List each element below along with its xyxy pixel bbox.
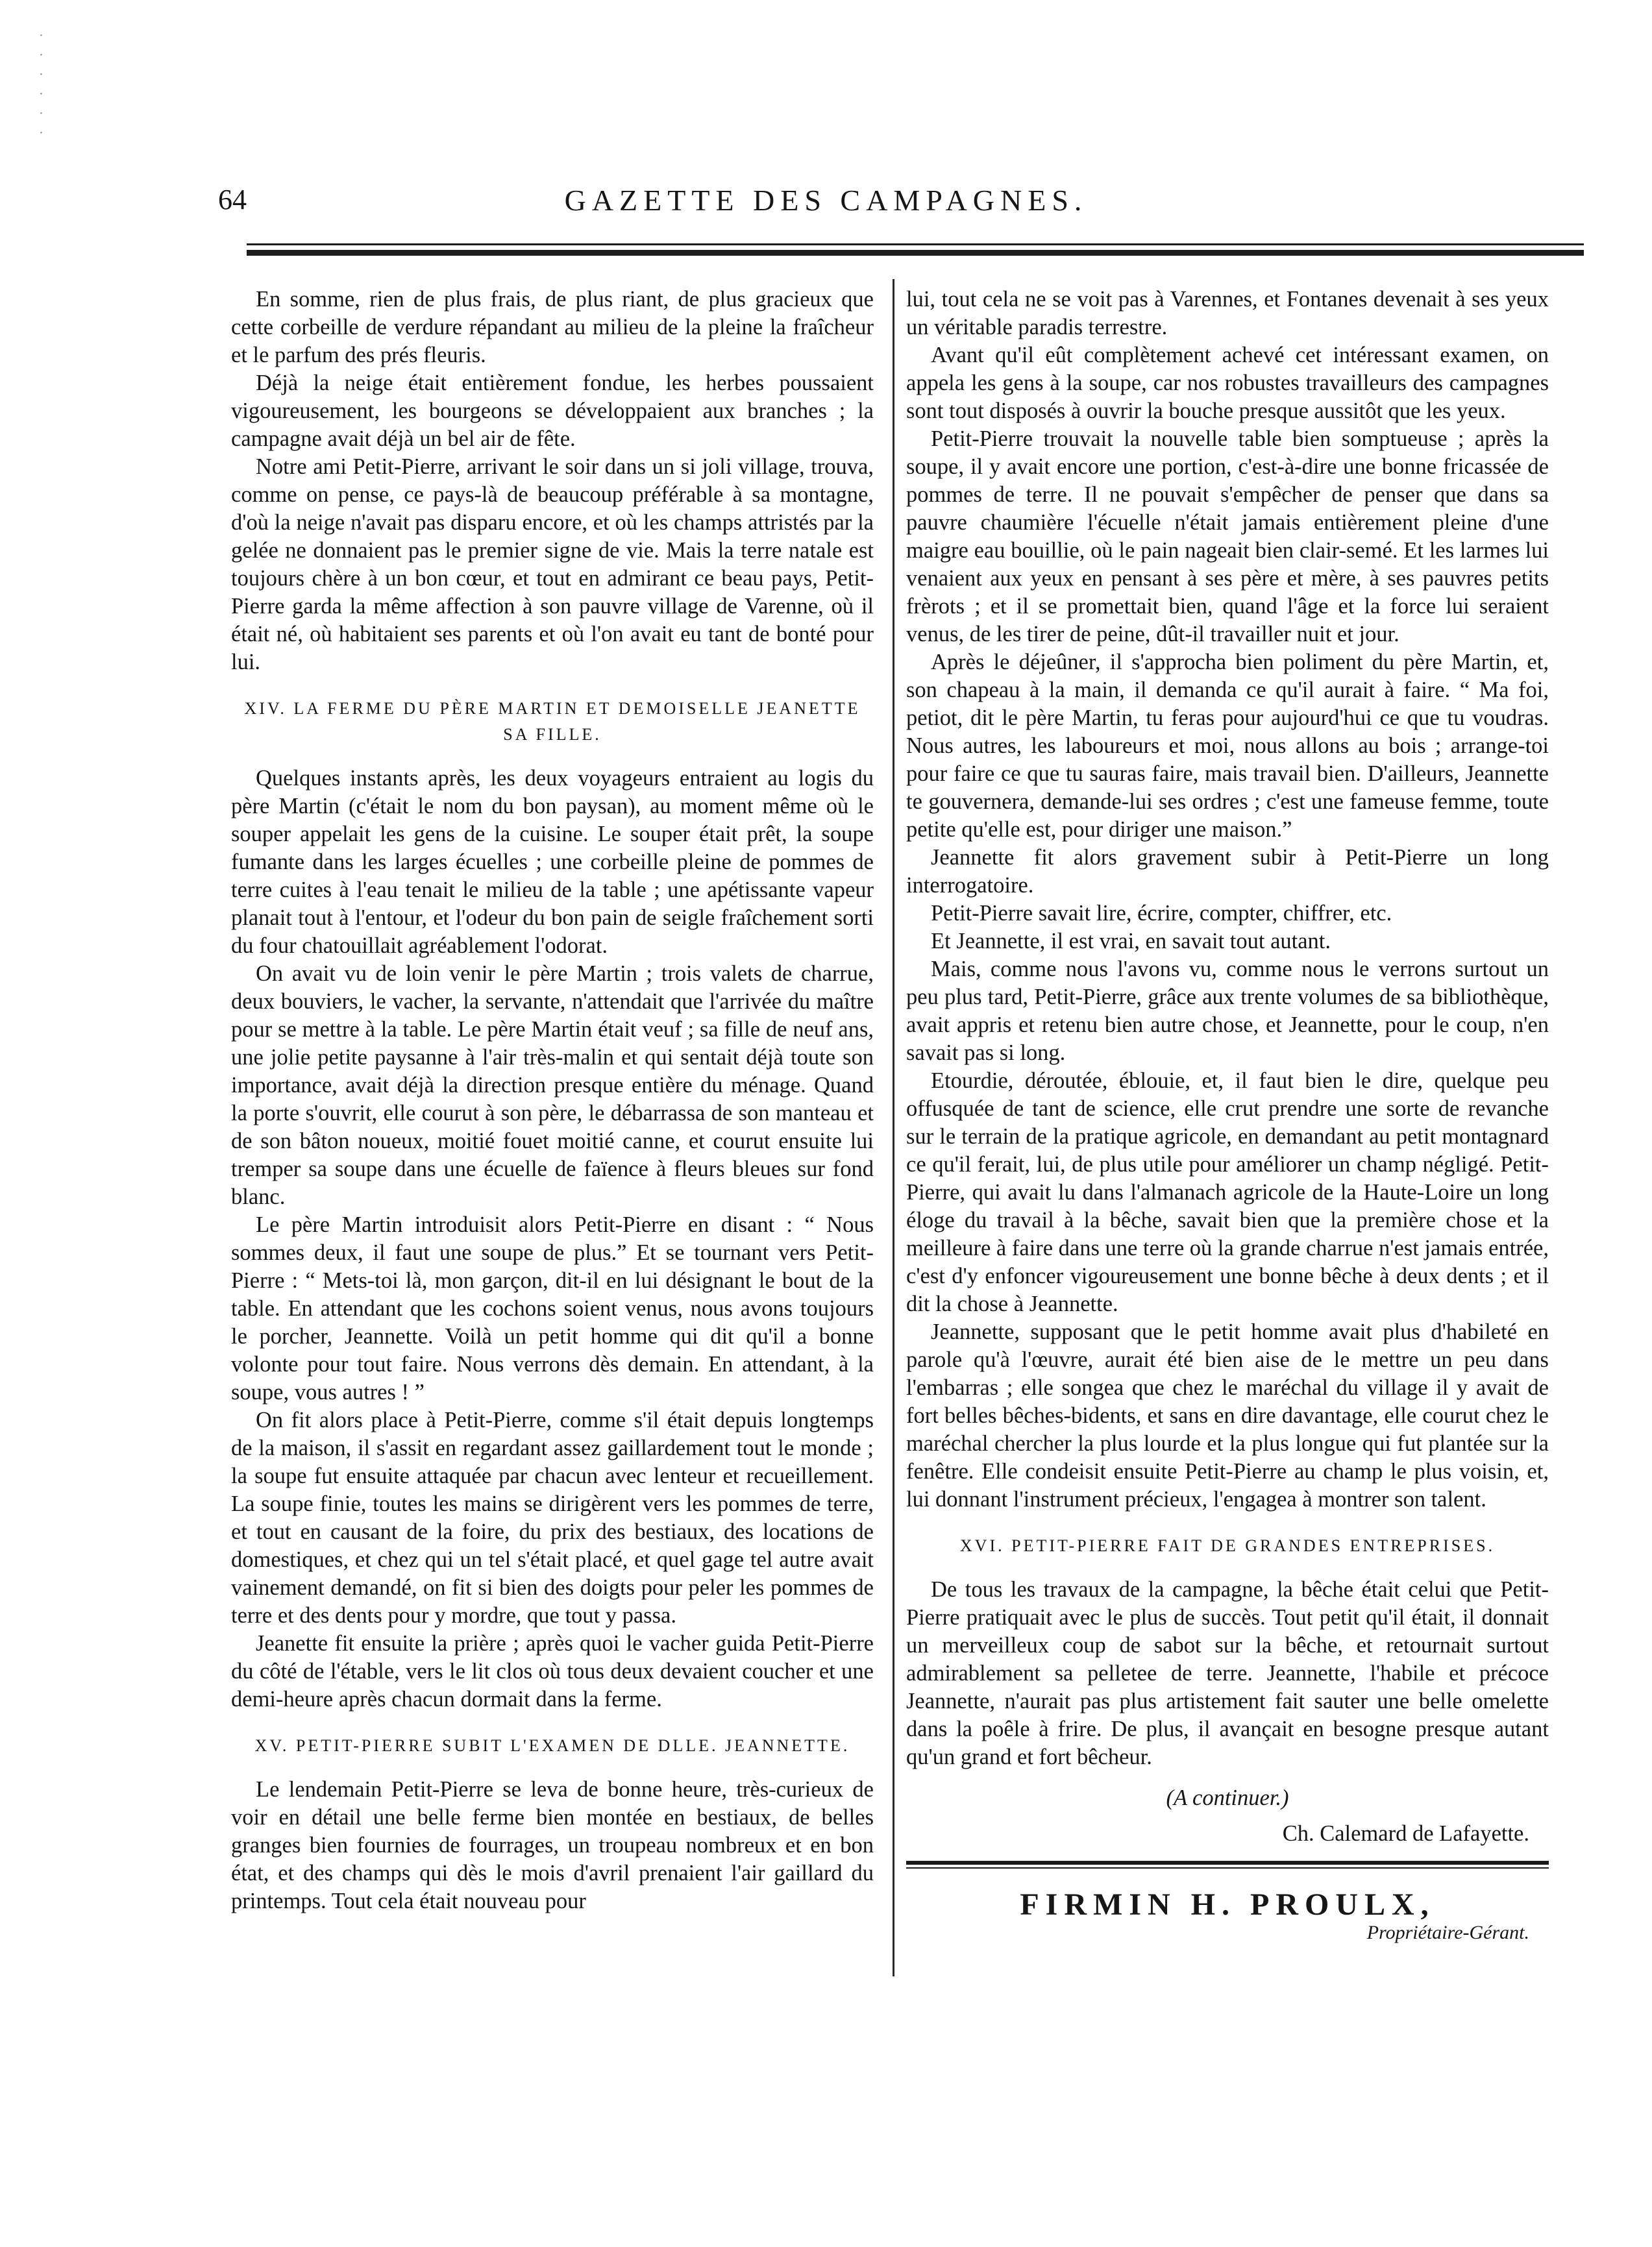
paragraph: Petit-Pierre savait lire, écrire, compter, chiffrer, etc. [931,901,1392,926]
paragraph: Notre ami Petit-Pierre, arrivant le soir dans un si joli village, trouva, comme on pense, ce pays-là de beaucoup préférable à sa montagne, d'où la neige n'avait pas disparu encore, et où les champs attristés par la gelée ne donnaient pas le premier signe de vie. Mais la terre natale est toujours chère à un bon cœur, et tout en admirant ce beau pays, Petit-Pierre garda la même affection à son pauvre village de Varenne, où il était né, où habitaient ses parents et où l'on avait eu tant de bonté pour lui. [231,454,874,674]
paragraph: En somme, rien de plus frais, de plus riant, de plus gracieux que cette corbeille de verdure répandant au milieu de la pleine la fraîcheur et le parfum des prés fleuris. [231,287,874,367]
paragraph: De tous les travaux de la campagne, la bêche était celui que Petit-Pierre pratiquait avec le plus de succès. Tout petit qu'il était, il donnait un merveilleux coup de sabot sur la bêche, et retournait surtout admirablement sa pelletee de terre. Jeannette, l'habile et précoce Jeannette, n'aurait pas plus artistement fait sauter une belle omelette dans la poêle à frire. De plus, il avançait en besogne presque autant qu'un grand et fort bêcheur. [906,1577,1549,1769]
header-rule-thin [247,243,1584,245]
header-rule-thick [247,250,1584,256]
paragraph: Jeannette, supposant que le petit homme avait plus d'habileté en parole qu'à l'œuvre, aurait été bien aise de le mettre un peu dans l'embarras ; elle songea que chez le maréchal du village il y avait de fort belles bêches-bidents, et sans en dire davantage, elle courut chez le maréchal chercher la plus lourde et la plus longue qui fut plantée sur la fenêtre. Elle condeisit ensuite Petit-Pierre au champ le plus voisin, et, lui donnant l'instrument précieux, l'engagea à montrer son talent. [906,1320,1549,1512]
continued-note: (A continuer.) [1166,1786,1289,1810]
right-column [906,286,1549,1946]
paragraph: On avait vu de loin venir le père Martin ; trois valets de charrue, deux bouviers, le vacher, la servante, n'attendait que l'arrivée du maître pour se mettre à la table. Le père Martin était veuf ; sa fille de neuf ans, une jolie petite paysanne à l'air très-malin et qui sentait déjà toute son importance, avait déjà la direction presque entière du ménage. Quand la porte s'ouvrit, elle courut à son père, le débarrassa de son manteau et de son bâton noueux, moitié fouet moitié canne, et courut ensuite lui tremper sa soupe dans une écuelle de faïence à fleurs bleues sur fond blanc. [231,961,874,1209]
paragraph: Quelques instants après, les deux voyageurs entraient au logis du père Martin (c'était le nom du bon paysan), au moment même où le souper appelait les gens de la cuisine. Le souper était prêt, la soupe fumante dans les larges écuelles ; une corbeille pleine de pommes de terre cuites à l'eau tenait le milieu de la table ; une apétissante vapeur planait tout à l'entour, et l'odeur du bon pain de seigle fraîchement sorti du four chatouillait agréablement l'odorat. [231,766,874,958]
left-column [231,286,874,1915]
page-title: GAZETTE DES CAMPAGNES. [564,184,1088,217]
paragraph: Jeannette fit alors gravement subir à Petit-Pierre un long interrogatoire. [906,845,1549,898]
printer-role: Propriétaire-Gérant. [1366,1922,1529,1943]
end-rule-thin [906,1867,1549,1869]
page-number: 64 [218,184,247,215]
paragraph: Mais, comme nous l'avons vu, comme nous le verrons surtout un peu plus tard, Petit-Pierre, grâce aux trente volumes de sa bibliothèque, avait appris et retenu bien autre chose, et Jeannette, pour le coup, n'en savait pas si long. [906,957,1549,1065]
paragraph: Jeanette fit ensuite la prière ; après quoi le vacher guida Petit-Pierre du côté de l'étable, vers le lit clos où tous deux devaient coucher et une demi-heure après chacun dormait dans la ferme. [231,1631,874,1712]
paragraph: Après le déjeûner, il s'approcha bien poliment du père Martin, et, son chapeau à la main, il demanda ce qu'il aurait à faire. “ Ma foi, petiot, dit le père Martin, tu feras pour aujourd'hui ce que tu voudras. Nous autres, les laboureurs et moi, nous allons au bois ; arrange-toi pour faire ce que tu sauras faire, mais travail bien. D'ailleurs, Jeannette te gouvernera, demande-lui ses ordres ; c'est une fameuse femme, toute petite qu'elle est, pour diriger une maison.” [906,650,1549,842]
paragraph: Et Jeannette, il est vrai, en savait tout autant. [931,929,1331,953]
paragraph: Avant qu'il eût complètement achevé cet intéressant examen, on appela les gens à la soupe, car nos robustes travailleurs des campagnes sont tout disposés à ouvrir la bouche presque aussitôt que les yeux. [906,343,1549,423]
end-rule-thick [906,1861,1549,1865]
paragraph: Déjà la neige était entièrement fondue, les herbes poussaient vigoureusement, les bourgeons se développaient aux branches ; la campagne avait déjà un bel air de fête. [231,371,874,451]
section-heading-xv: XV. PETIT-PIERRE SUBIT L'EXAMEN DE DLLE. JEANNETTE. [254,1736,850,1755]
paragraph: Petit-Pierre trouvait la nouvelle table bien somptueuse ; après la soupe, il y avait encore une portion, c'est-à-dire une bonne fricassée de pommes de terre. Il ne pouvait s'empêcher de penser que dans sa pauvre chaumière l'écuelle n'était jamais entièrement pleine d'une maigre eau bouillie, où le pain nageait bien clair-semé. Et les larmes lui venaient aux yeux en pensant à ses père et mère, à ses pauvres petits frèrots ; et il se promettait bien, quand l'âge et la force lui seraient venus, de les tirer de peine, dût-il travailler nuit et jour. [906,426,1549,646]
margin-marks: · · · · · · [39,29,43,140]
section-heading-xiv: XIV. LA FERME DU PÈRE MARTIN ET DEMOISELLE JEANETTE SA FILLE. [244,699,861,744]
paragraph: On fit alors place à Petit-Pierre, comme s'il était depuis longtemps de la maison, il s'assit en regardant assez gaillardement tout le monde ; la soupe fut ensuite attaquée par chacun avec lenteur et recueillement. La soupe finie, toutes les mains se dirigèrent vers les pommes de terre, et tout en causant de la foire, du prix des bestiaux, des locations de domestiques, et chez qui un tel s'était placé, et quel gage tel autre avait vainement demandé, on fit si bien des doigts pour peler les pommes de terre et des dents pour y mordre, que tout y passa. [231,1408,874,1628]
section-heading-xvi: XVI. PETIT-PIERRE FAIT DE GRANDES ENTREPRISES. [959,1536,1496,1555]
paragraph: lui, tout cela ne se voit pas à Varennes, et Fontanes devenait à ses yeux un véritable paradis terrestre. [906,287,1549,339]
author-signature: Ch. Calemard de Lafayette. [1282,1821,1529,1846]
column-divider [893,279,894,1976]
paragraph: Etourdie, déroutée, éblouie, et, il faut bien le dire, quelque peu offusquée de tant de science, elle crut prendre une sorte de revanche sur le terrain de la pratique agricole, en demandant au petit montagnard ce qu'il ferait, lui, de plus utile pour améliorer un champ négligé. Petit-Pierre, qui avait lu dans l'almanach agricole de la Haute-Loire un long éloge du travail à la bêche, savait bien que la première chose et la meilleure à faire dans une terre où la grande charrue n'est jamais entrée, c'est d'y enfoncer vigoureusement une bonne bêche à deux dents ; et il dit la chose à Jeannette. [906,1068,1549,1316]
printer-name: FIRMIN H. PROULX, [1020,1887,1435,1922]
paragraph: Le père Martin introduisit alors Petit-Pierre en disant : “ Nous sommes deux, il faut une soupe de plus.” Et se tournant vers Petit-Pierre : “ Mets-toi là, mon garçon, dit-il en lui désignant le bout de la table. En attendant que les cochons soient venus, nous avons toujours le porcher, Jeannette. Voilà un petit homme qui dit qu'il a bonne volonte pour tout faire. Nous verrons dès demain. En attendant, à la soupe, vous autres ! ” [231,1212,874,1405]
paragraph: Le lendemain Petit-Pierre se leva de bonne heure, très-curieux de voir en détail une belle ferme bien montée en bestiaux, de belles granges bien fournies de fourrages, un troupeau nombreux et en bon état, et des champs qui dès le mois d'avril prenaient l'air gaillard du printemps. Tout cela était nouveau pour [231,1777,874,1913]
